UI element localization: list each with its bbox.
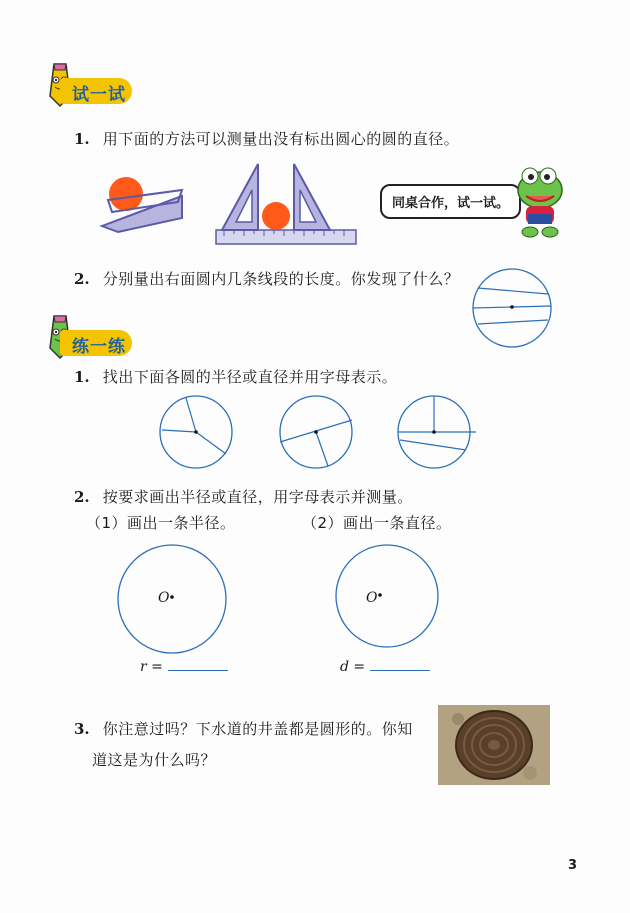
center-label-b: O (366, 590, 378, 606)
question-text: 分别量出右面圆内几条线段的长度。你发现了什么？ (102, 270, 460, 288)
question-text-line-2: 道这是为什么吗？ (92, 751, 217, 769)
page-number: 3 (568, 858, 578, 873)
question-text: 用下面的方法可以测量出没有标出圆心的圆的直径。 (102, 130, 460, 148)
question-text-line-1: 你注意过吗？下水道的井盖都是圆形的。你知 (102, 720, 413, 738)
section-title: 试一试 (72, 85, 126, 105)
answer-diameter[interactable] (340, 656, 430, 675)
answer-label: d = (340, 659, 366, 675)
question-number: 1. (74, 368, 90, 386)
manhole-cover-icon (438, 705, 550, 785)
practice-item-1 (74, 366, 397, 387)
circle-figure-2 (276, 392, 356, 472)
circle-figure-3 (394, 392, 478, 472)
answer-label: r = (140, 659, 163, 675)
question-text: 按要求画出半径或直径，用字母表示并测量。 (102, 488, 413, 506)
frog-mascot-icon (512, 160, 568, 240)
manhole-cover-photo (438, 705, 550, 785)
question-text: 找出下面各圆的半径或直径并用字母表示。 (102, 368, 398, 386)
section-title: 练一练 (72, 337, 126, 357)
center-label-a: O (158, 590, 170, 606)
practice-item-3 (74, 718, 414, 770)
answer-blank[interactable] (370, 656, 430, 671)
drawing-circle-a[interactable] (116, 543, 228, 655)
try-item-1 (74, 128, 459, 149)
answer-radius[interactable] (140, 656, 228, 675)
triangle-ruler-illustration (98, 160, 368, 250)
subtask-radius: （1）画出一条半径。 (86, 514, 236, 532)
speech-bubble: 同桌合作，试一试。 (380, 184, 521, 219)
circle-figure-1 (156, 392, 236, 472)
drawing-circle-b[interactable] (334, 543, 440, 649)
answer-blank[interactable] (168, 656, 228, 671)
question-number: 2. (74, 270, 90, 288)
question-number: 3. (74, 720, 90, 738)
section-practice-header (40, 322, 160, 356)
subtask-diameter: （2）画出一条直径。 (302, 514, 452, 532)
question-number: 2. (74, 488, 90, 506)
question-number: 1. (74, 130, 90, 148)
practice-item-2 (74, 486, 413, 507)
circle-with-chords-figure (470, 266, 554, 350)
section-try-header (40, 70, 160, 104)
try-item-2 (74, 268, 459, 289)
